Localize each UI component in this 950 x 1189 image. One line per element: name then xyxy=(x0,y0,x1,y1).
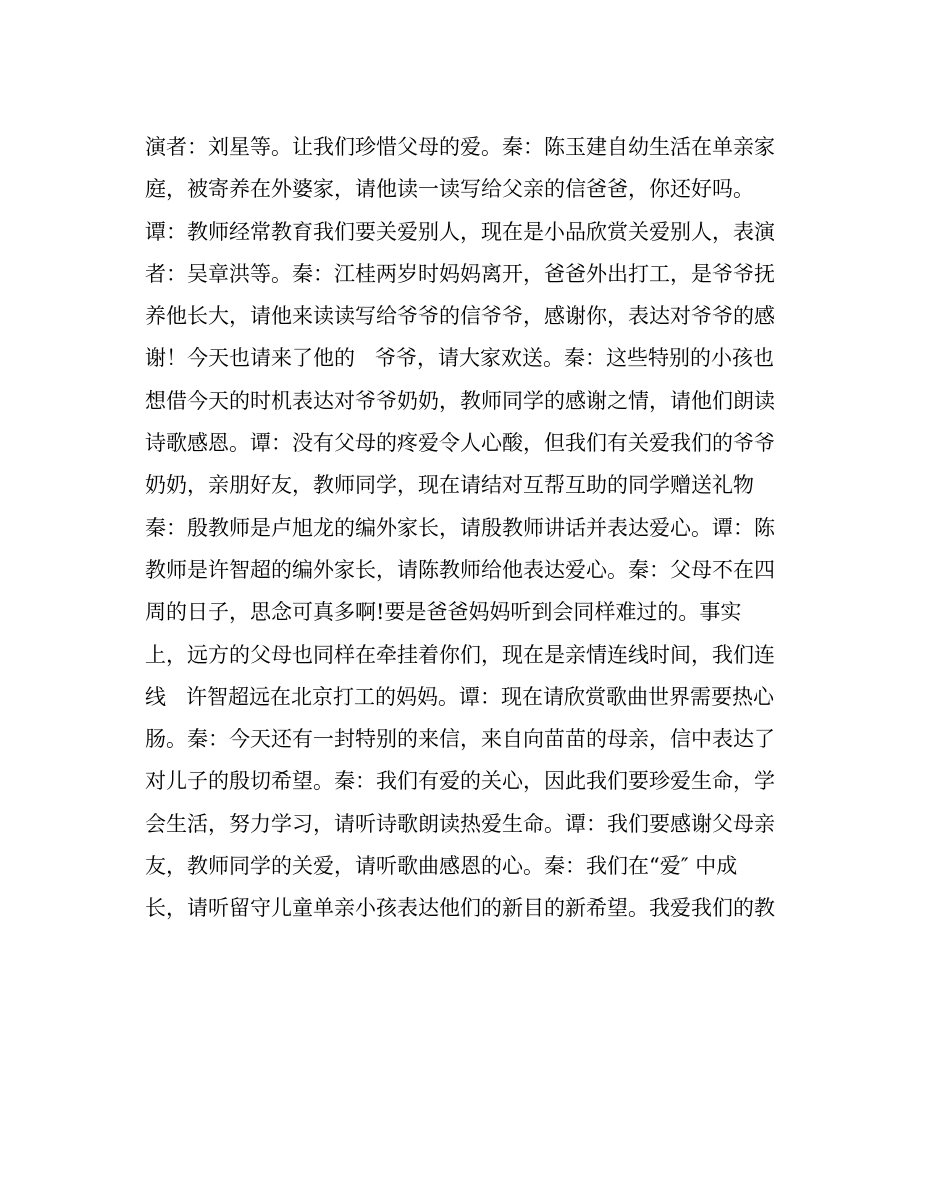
text-line: 对儿子的殷切希望。秦：我们有爱的关心，因此我们要珍爱生命，学 xyxy=(145,769,775,794)
text-line: 者：吴章洪等。秦：江桂两岁时妈妈离开，爸爸外出打工，是爷爷抚 xyxy=(145,261,775,286)
text-line: 秦：殷教师是卢旭龙的编外家长，请殷教师讲话并表达爱心。谭：陈 xyxy=(145,515,775,540)
text-line: 会生活，努力学习，请听诗歌朗读热爱生命。谭：我们要感谢父母亲 xyxy=(145,811,775,836)
text-line: 周的日子，思念可真多啊!要是爸爸妈妈听到会同样难过的。事实 xyxy=(145,600,742,625)
text-line: 谢！今天也请来了他的 爷爷，请大家欢送。秦：这些特别的小孩也 xyxy=(145,346,775,371)
text-line: 线 许智超远在北京打工的妈妈。谭：现在请欣赏歌曲世界需要热心 xyxy=(145,684,775,709)
text-line: 奶奶，亲朋好友，教师同学，现在请结对互帮互助的同学赠送礼物 xyxy=(145,473,754,498)
text-line: 长，请听留守儿童单亲小孩表达他们的新目的新希望。我爱我们的教 xyxy=(145,896,775,921)
text-line: 想借今天的时机表达对爷爷奶奶，教师同学的感谢之情，请他们朗读 xyxy=(145,388,775,413)
text-line: 养他长大，请他来读读写给爷爷的信爷爷，感谢你，表达对爷爷的感 xyxy=(145,304,775,329)
text-line: 友，教师同学的关爱，请听歌曲感恩的心。秦：我们在“爱″ 中成 xyxy=(145,854,738,879)
text-line: 诗歌感恩。谭：没有父母的疼爱令人心酸，但我们有关爱我们的爷爷 xyxy=(145,431,775,456)
text-line: 上，远方的父母也同样在牵挂着你们，现在是亲情连线时间，我们连 xyxy=(145,642,775,667)
text-line: 庭，被寄养在外婆家，请他读一读写给父亲的信爸爸，你还好吗。 xyxy=(145,177,754,202)
body-text xyxy=(145,126,815,930)
text-line: 谭：教师经常教育我们要关爱别人，现在是小品欣赏关爱别人，表演 xyxy=(145,219,775,244)
text-line: 教师是许智超的编外家长，请陈教师给他表达爱心。秦：父母不在四 xyxy=(145,557,775,582)
text-line: 肠。秦：今天还有一封特别的来信，来自向苗苗的母亲，信中表达了 xyxy=(145,727,775,752)
text-line: 演者：刘星等。让我们珍惜父母的爱。秦：陈玉建自幼生活在单亲家 xyxy=(145,135,775,159)
